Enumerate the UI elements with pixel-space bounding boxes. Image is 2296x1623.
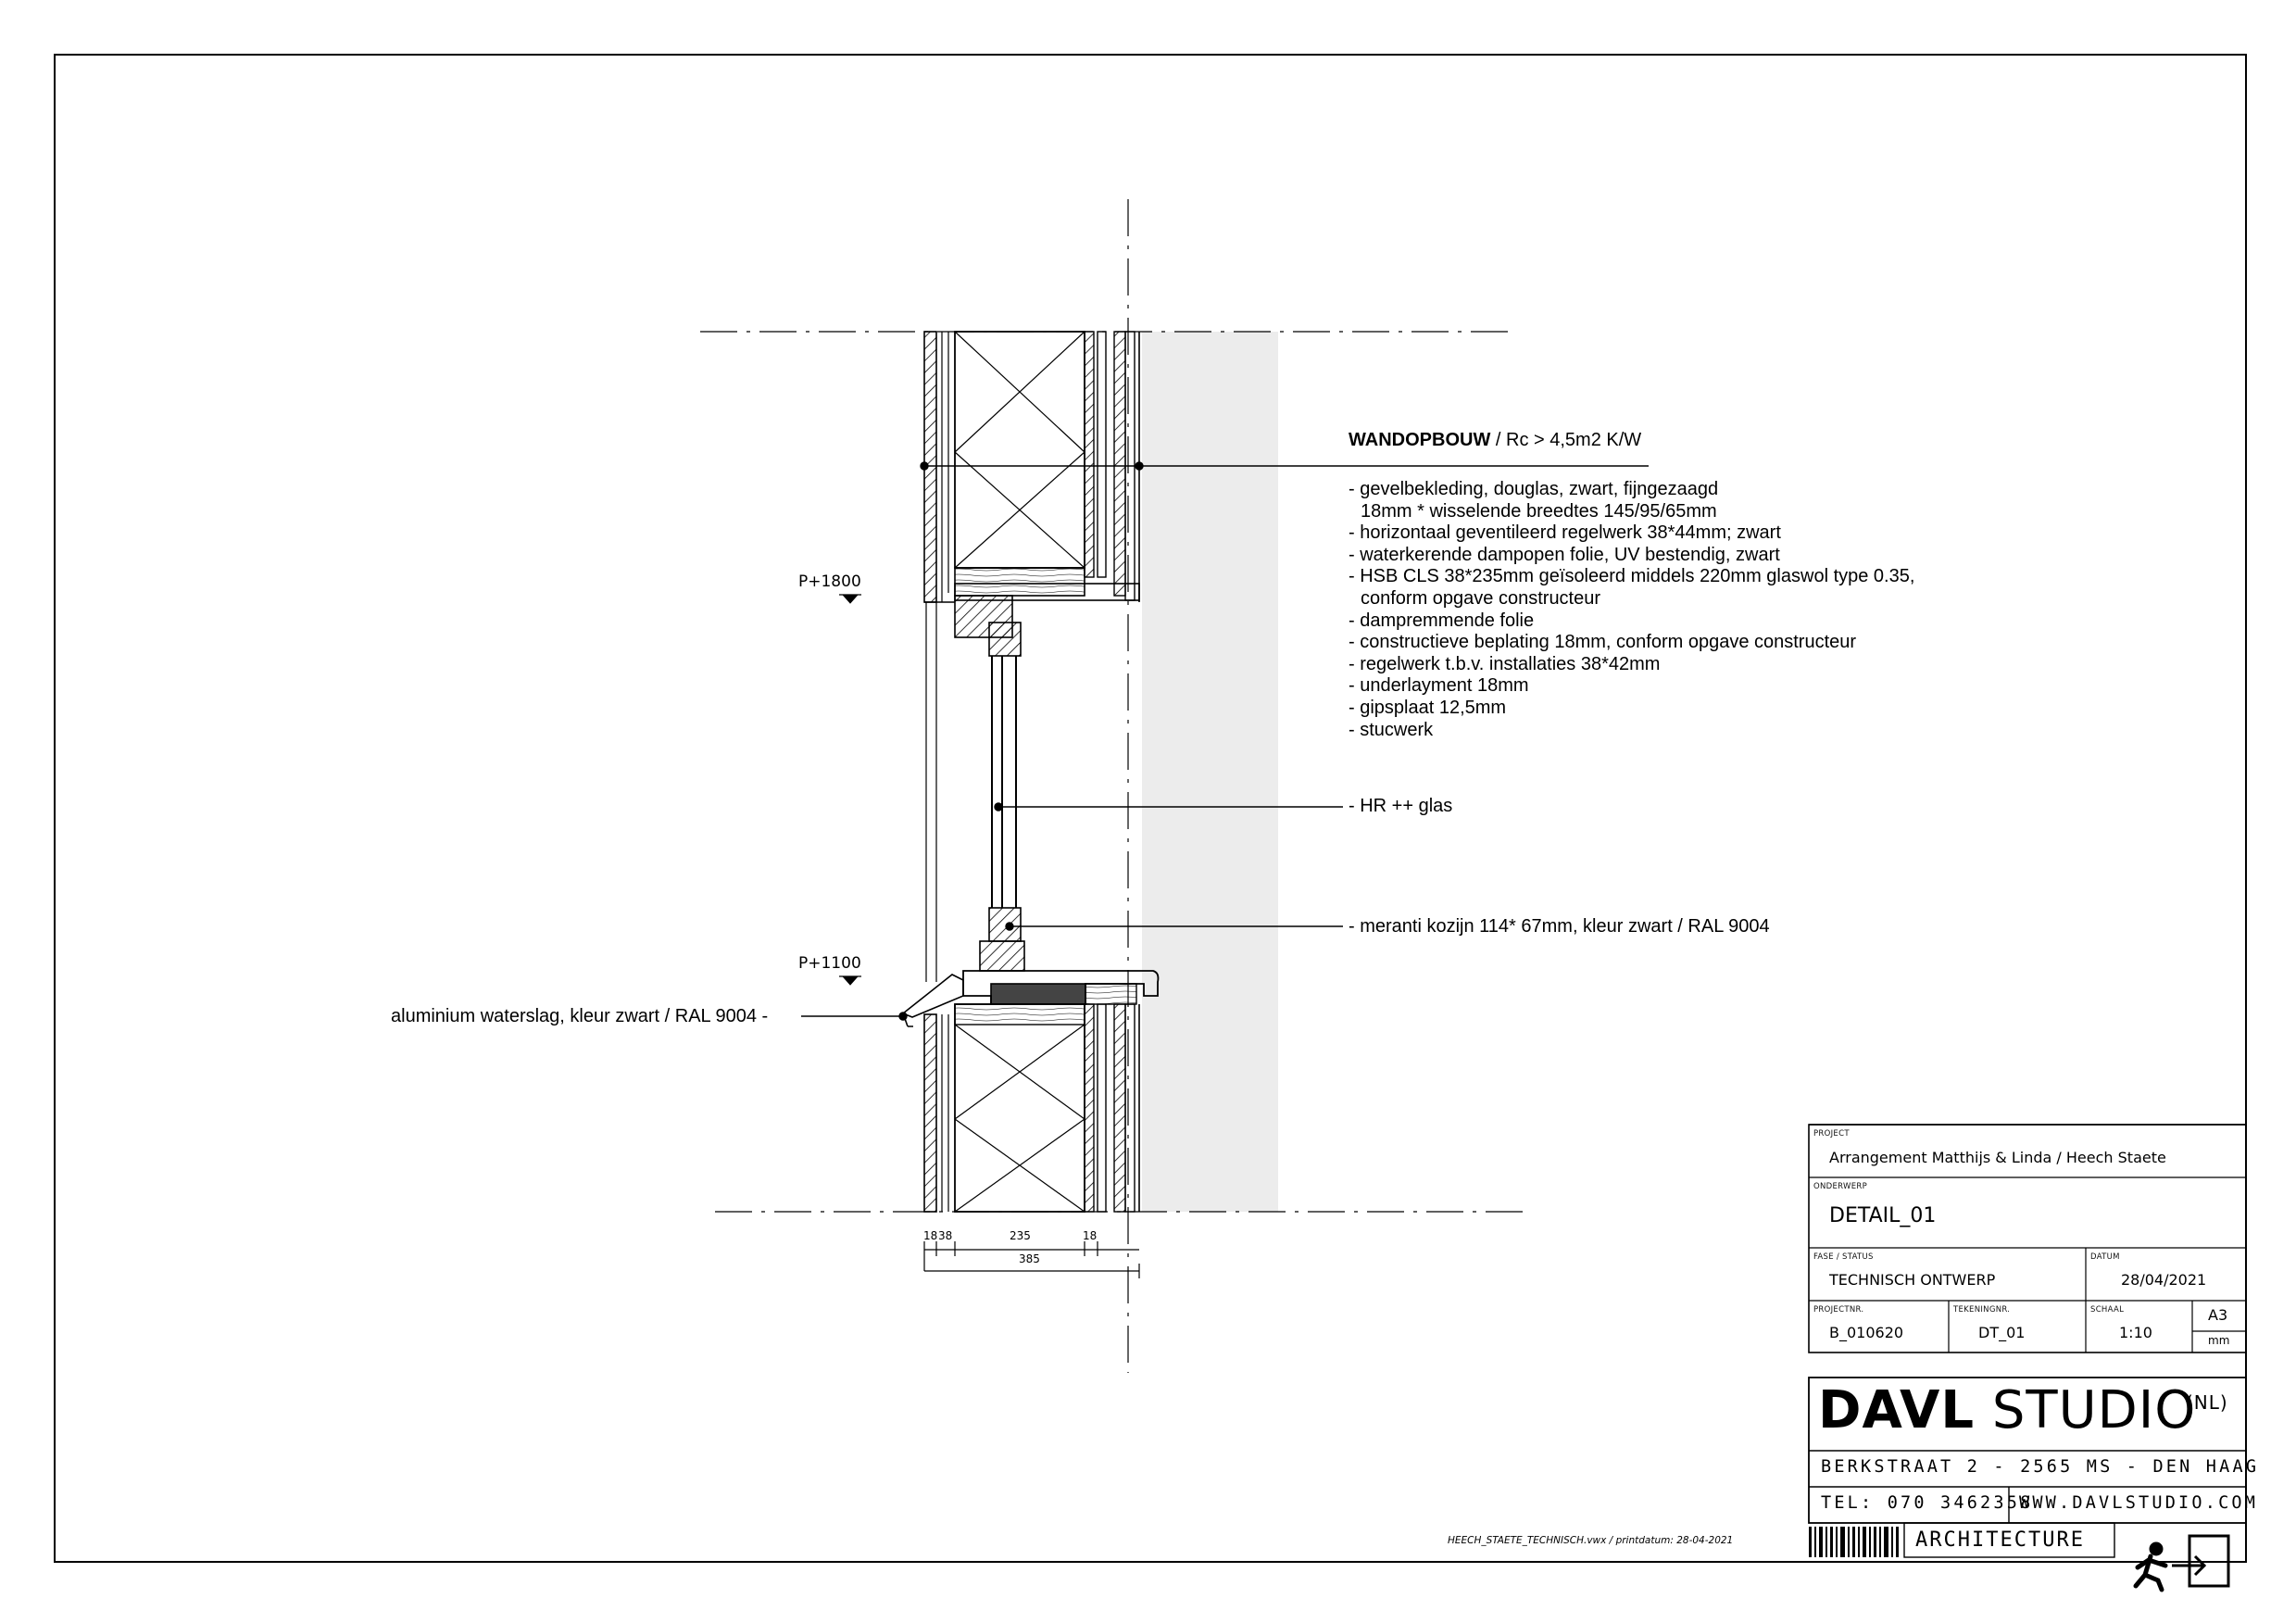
file-name: HEECH_STAETE_TECHNISCH.vwx	[1448, 1535, 1607, 1546]
studio-discipline: ARCHITECTURE	[1915, 1529, 2085, 1552]
wall-layer: - stucwerk	[1349, 719, 1434, 740]
date-value: 28/04/2021	[2121, 1271, 2207, 1289]
drawingnr-label: TEKENINGNR.	[1953, 1305, 2011, 1315]
wall-layer: - horizontaal geventileerd regelwerk 38*44mm; zwart	[1349, 522, 1781, 544]
wall-layer: conform opgave constructeur	[1361, 587, 1601, 609]
wall-build-up-heading	[1349, 429, 1641, 451]
wall-rc-value: / Rc > 4,5m2 K/W	[1490, 430, 1642, 450]
upper-wall	[924, 332, 1139, 637]
print-date: printdatum: 28-04-2021	[1615, 1535, 1734, 1546]
wall-layer: - gevelbekleding, douglas, zwart, fijngezaagd	[1349, 479, 1719, 499]
studio-logo	[1818, 1380, 2196, 1441]
level-label-lower: P+1100	[798, 954, 861, 973]
studio-website[interactable]: WWW.DAVLSTUDIO.COM	[2019, 1493, 2259, 1513]
frame-annotation: - meranti kozijn 114* 67mm, kleur zwart / RAL 9004	[1349, 916, 1770, 937]
subject-label: ONDERWERP	[1813, 1182, 1868, 1191]
studio-country: (NL)	[2186, 1391, 2228, 1414]
wall-layer: - gipsplaat 12,5mm	[1349, 697, 1507, 718]
centerlines	[700, 199, 1524, 1373]
wall-layer: - dampremmende folie	[1349, 610, 1535, 631]
drawingnr-value: DT_01	[1978, 1324, 2026, 1341]
wall-title: WANDOPBOUW	[1349, 430, 1491, 450]
phase-label: FASE / STATUS	[1813, 1252, 1874, 1262]
wall-layer: 18mm * wisselende breedtes 145/95/65mm	[1361, 500, 1717, 522]
file-print-note	[1448, 1535, 1733, 1546]
projectnr-value: B_010620	[1829, 1324, 1904, 1341]
studio-name-bold: DAVL	[1818, 1380, 1976, 1441]
unit-value: mm	[2208, 1334, 2230, 1347]
project-label: PROJECT	[1813, 1129, 1850, 1139]
paper-size: A3	[2208, 1306, 2228, 1324]
subject-value: DETAIL_01	[1829, 1204, 1937, 1227]
project-name: Arrangement Matthijs & Linda / Heech Staete	[1829, 1149, 2166, 1166]
barcode-icon	[1809, 1527, 1899, 1557]
dimension-total: 385	[1019, 1252, 1040, 1265]
dimension-battens: 38	[938, 1229, 953, 1242]
wall-layer-list	[1349, 479, 1914, 741]
level-markers	[839, 595, 861, 985]
wall-layer: - HSB CLS 38*235mm geïsoleerd middels 220mm glaswol type 0.35,	[1349, 566, 1915, 587]
phase-value: TECHNISCH ONTWERP	[1829, 1271, 1996, 1289]
interior-finish-band	[1142, 332, 1278, 1212]
lower-wall	[924, 1004, 1139, 1212]
projectnr-label: PROJECTNR.	[1813, 1305, 1864, 1315]
dimension-sheathing: 18	[1083, 1229, 1098, 1242]
scale-label: SCHAAL	[2090, 1305, 2125, 1315]
wall-layer: - constructieve beplating 18mm, conform opgave constructeur	[1349, 632, 1857, 653]
wall-layer: - regelwerk t.b.v. installaties 38*42mm	[1349, 653, 1661, 674]
level-label-upper: P+1800	[798, 572, 861, 591]
wall-layer: - waterkerende dampopen folie, UV bestendig, zwart	[1349, 544, 1780, 565]
studio-phone: TEL: 070 3462358	[1821, 1493, 2034, 1513]
studio-name-light: STUDIO	[1975, 1380, 2197, 1441]
dimension-stud: 235	[1010, 1229, 1031, 1242]
date-label: DATUM	[2090, 1252, 2120, 1262]
studio-address: BERKSTRAAT 2 - 2565 MS - DEN HAAG	[1821, 1457, 2260, 1477]
sill-annotation: aluminium waterslag, kleur zwart / RAL 9004 -	[391, 1006, 769, 1026]
glass-annotation: - HR ++ glas	[1349, 796, 1453, 816]
footer-separator: /	[1606, 1535, 1616, 1546]
wall-layer: - underlayment 18mm	[1349, 675, 1529, 697]
scale-value: 1:10	[2119, 1324, 2152, 1341]
dimension-cladding: 18	[923, 1229, 938, 1242]
